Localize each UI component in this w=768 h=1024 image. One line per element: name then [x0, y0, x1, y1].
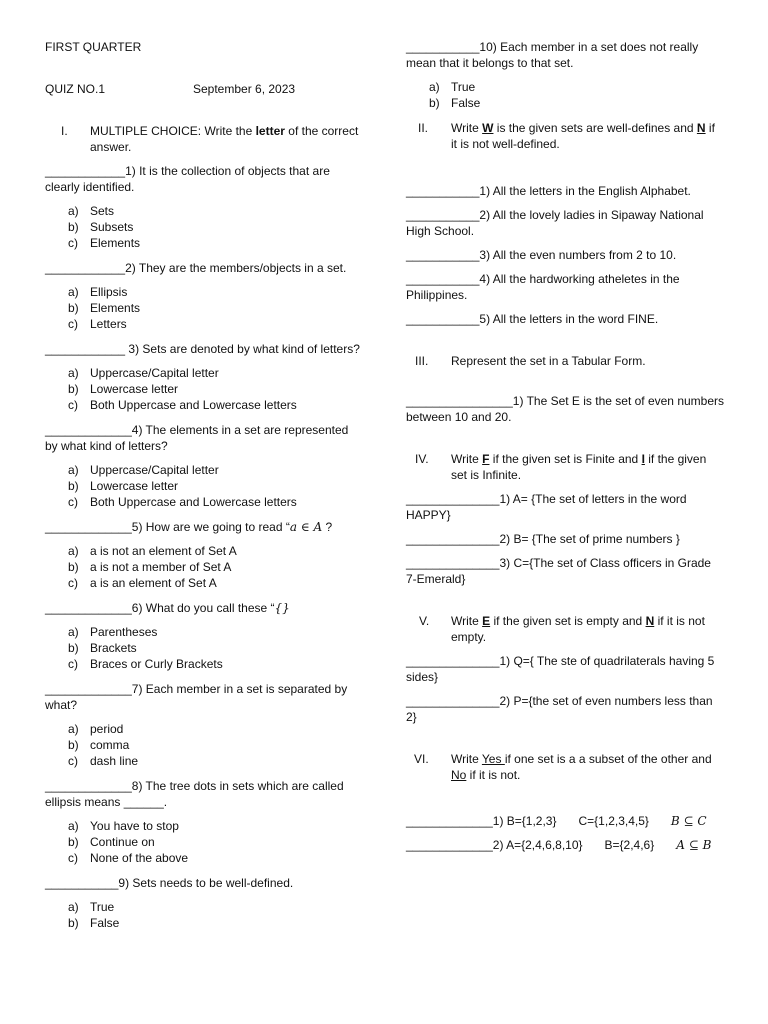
item-2 — [406, 531, 724, 547]
option-item — [45, 656, 363, 672]
option-item — [45, 365, 363, 381]
section-5-heading — [406, 613, 724, 645]
options-list — [45, 899, 363, 931]
item-text: 1) All the letters in the English Alphabet. — [479, 184, 691, 198]
answer-blank[interactable]: _____________ — [45, 520, 132, 534]
item-2 — [406, 207, 724, 239]
quiz-number: QUIZ NO.1 — [45, 82, 106, 96]
section-6-heading — [406, 751, 724, 783]
option-item — [406, 79, 724, 95]
option-text: Both Uppercase and Lowercase letters — [90, 398, 297, 412]
item-text-2: C={1,2,3,4,5} — [578, 814, 649, 828]
option-item — [45, 381, 363, 397]
math-expression: {} — [274, 601, 290, 615]
option-label: a) — [68, 285, 79, 299]
item-text: 3) All the even numbers from 2 to 10. — [479, 248, 677, 262]
option-item — [45, 559, 363, 575]
option-item — [45, 834, 363, 850]
multiple-choice-list — [45, 163, 363, 931]
option-label: a) — [68, 900, 79, 914]
answer-blank[interactable]: _____________ — [406, 838, 493, 852]
subset-expression: A ⊆ B — [676, 838, 712, 852]
option-item — [45, 478, 363, 494]
option-text: False — [90, 916, 120, 930]
option-text: a is not a member of Set A — [90, 560, 232, 574]
option-text: Uppercase/Capital letter — [90, 463, 219, 477]
option-label: b) — [68, 641, 79, 655]
option-text: a is an element of Set A — [90, 576, 217, 590]
options-list — [45, 284, 363, 332]
item-text: 1) B={1,2,3} — [492, 814, 557, 828]
option-item — [45, 850, 363, 866]
answer-blank[interactable]: _____________ — [45, 682, 132, 696]
item-1 — [406, 813, 724, 829]
option-label: c) — [68, 657, 78, 671]
option-item — [45, 737, 363, 753]
question-text: 6) What do you call these “ — [131, 601, 275, 615]
option-text: Letters — [90, 317, 127, 331]
option-text: True — [451, 80, 476, 94]
option-item — [45, 219, 363, 235]
item-text: 2) A={2,4,6,8,10} — [492, 838, 583, 852]
option-item — [45, 624, 363, 640]
section-instructions: Write F if the given set is Finite and I if the given set is Infinite. — [451, 452, 707, 482]
option-text: Uppercase/Capital letter — [90, 366, 219, 380]
option-text: True — [90, 900, 115, 914]
left-column — [45, 39, 363, 940]
section-number: V. — [419, 614, 430, 628]
options-list — [45, 543, 363, 591]
option-text: Subsets — [90, 220, 134, 234]
item-1 — [406, 393, 724, 425]
option-item — [406, 95, 724, 111]
option-text: Elements — [90, 236, 141, 250]
quarter-title: FIRST QUARTER — [45, 40, 142, 54]
answer-blank[interactable]: ___________ — [406, 312, 480, 326]
question-text-after: ? — [322, 520, 333, 534]
option-text: Ellipsis — [90, 285, 128, 299]
options-list — [45, 624, 363, 672]
item-3 — [406, 247, 724, 263]
question-text: 8) The tree dots in sets which are called ellipsis means ______. — [45, 779, 344, 809]
section-6-items — [406, 813, 724, 853]
question-text: 7) Each member in a set is separated by what? — [45, 682, 348, 712]
option-label: b) — [68, 479, 79, 493]
option-item — [45, 915, 363, 931]
item-text: 2) B= {The set of prime numbers } — [499, 532, 680, 546]
option-text: a is not an element of Set A — [90, 544, 237, 558]
options-list — [45, 462, 363, 510]
item-text: 2) P={the set of even numbers less than 2} — [406, 694, 713, 724]
question-text: 4) The elements in a set are represented by what kind of letters? — [45, 423, 349, 453]
answer-blank[interactable]: ______________ — [406, 532, 500, 546]
answer-blank[interactable]: _____________ — [45, 779, 132, 793]
option-label: a) — [68, 722, 79, 736]
section-2-items — [406, 183, 724, 327]
item-5 — [406, 311, 724, 327]
quiz-header-row — [45, 81, 363, 97]
option-text: Lowercase letter — [90, 382, 179, 396]
answer-blank[interactable]: ___________ — [406, 184, 480, 198]
option-item — [45, 203, 363, 219]
section-1-heading — [45, 123, 363, 155]
answer-blank[interactable]: ___________ — [406, 208, 480, 222]
section-3-items — [406, 393, 724, 425]
option-label: b) — [68, 382, 79, 396]
subset-expression: B ⊆ C — [670, 814, 707, 828]
question-text: 1) It is the collection of objects that are clearly identified. — [45, 164, 330, 194]
section-number: IV. — [415, 452, 429, 466]
options-list — [45, 365, 363, 413]
question-text: 9) Sets needs to be well-defined. — [118, 876, 294, 890]
answer-blank[interactable]: ___________ — [406, 40, 480, 54]
option-label: a) — [429, 80, 440, 94]
option-item — [45, 494, 363, 510]
option-label: a) — [68, 625, 79, 639]
option-item — [45, 818, 363, 834]
option-item — [45, 721, 363, 737]
question-9 — [45, 875, 363, 891]
section-4-items — [406, 491, 724, 587]
question-8 — [45, 778, 363, 810]
option-label: b) — [429, 96, 440, 110]
answer-blank[interactable]: ___________ — [406, 272, 480, 286]
option-label: c) — [68, 317, 78, 331]
question-text: 10) Each member in a set does not really mean that it belongs to that set. — [406, 40, 699, 70]
answer-blank[interactable]: ______________ — [406, 694, 500, 708]
question-3 — [45, 341, 363, 357]
item-text: 5) All the letters in the word FINE. — [479, 312, 659, 326]
option-text: Braces or Curly Brackets — [90, 657, 223, 671]
option-label: c) — [68, 851, 78, 865]
options-list — [406, 79, 724, 111]
question-10-text — [406, 39, 724, 71]
section-3-heading — [406, 353, 724, 369]
option-label: a) — [68, 204, 79, 218]
option-text: Brackets — [90, 641, 137, 655]
answer-blank[interactable]: ____________ — [45, 261, 126, 275]
answer-blank[interactable]: _____________ — [45, 423, 132, 437]
item-text: 2) All the lovely ladies in Sipaway National High School. — [406, 208, 704, 238]
question-text: 2) They are the members/objects in a set. — [125, 261, 347, 275]
answer-blank[interactable]: ________________ — [406, 394, 513, 408]
option-label: c) — [68, 398, 78, 412]
section-number: II. — [418, 121, 429, 135]
option-item — [45, 284, 363, 300]
question-text: 3) Sets are denoted by what kind of letters? — [125, 342, 360, 356]
option-item — [45, 753, 363, 769]
option-text: Parentheses — [90, 625, 158, 639]
item-text: 1) Q={ The ste of quadrilaterals having 5 sides} — [406, 654, 715, 684]
options-list — [45, 203, 363, 251]
option-item — [45, 300, 363, 316]
answer-blank[interactable]: ___________ — [45, 876, 119, 890]
options-list — [45, 818, 363, 866]
option-label: a) — [68, 819, 79, 833]
option-text: Both Uppercase and Lowercase letters — [90, 495, 297, 509]
item-2 — [406, 693, 724, 725]
question-4 — [45, 422, 363, 454]
option-text: comma — [90, 738, 130, 752]
item-1 — [406, 653, 724, 685]
section-instructions: Write E if the given set is empty and N if it is not empty. — [451, 614, 705, 644]
item-text: 1) The Set E is the set of even numbers between 10 and 20. — [406, 394, 725, 424]
section-4-heading — [406, 451, 724, 483]
answer-blank[interactable]: ____________ — [45, 164, 126, 178]
option-text: Elements — [90, 301, 141, 315]
section-2-heading — [406, 120, 724, 152]
option-item — [45, 462, 363, 478]
answer-blank[interactable]: ___________ — [406, 248, 480, 262]
option-text: False — [451, 96, 481, 110]
section-5-items — [406, 653, 724, 725]
option-item — [45, 235, 363, 251]
section-instructions: Write W is the given sets are well-defines and N if it is not well-defined. — [451, 121, 715, 151]
option-text: Sets — [90, 204, 115, 218]
question-5 — [45, 519, 363, 535]
option-label: c) — [68, 495, 78, 509]
section-number: I. — [61, 124, 68, 138]
options-list — [45, 721, 363, 769]
question-text: 5) How are we going to read “ — [131, 520, 290, 534]
option-label: b) — [68, 220, 79, 234]
section-number: VI. — [414, 752, 429, 766]
question-1 — [45, 163, 363, 195]
option-item — [45, 899, 363, 915]
option-label: c) — [68, 236, 78, 250]
quiz-date: September 6, 2023 — [193, 82, 296, 96]
item-text: 4) All the hardworking atheletes in the Philippines. — [406, 272, 680, 302]
item-text: 1) A= {The set of letters in the word HAPPY} — [406, 492, 687, 522]
option-text: Continue on — [90, 835, 155, 849]
item-4 — [406, 271, 724, 303]
option-label: c) — [68, 754, 78, 768]
option-text: period — [90, 722, 124, 736]
answer-blank[interactable]: ______________ — [406, 556, 500, 570]
answer-blank[interactable]: _____________ — [406, 814, 493, 828]
item-text-2: B={2,4,6} — [604, 838, 655, 852]
answer-blank[interactable]: _____________ — [45, 601, 132, 615]
item-1 — [406, 491, 724, 523]
option-item — [45, 640, 363, 656]
option-label: b) — [68, 560, 79, 574]
option-label: b) — [68, 916, 79, 930]
item-2 — [406, 837, 724, 853]
option-label: c) — [68, 576, 78, 590]
option-item — [45, 575, 363, 591]
section-instructions: Write Yes if one set is a a subset of the other and No if it is not. — [451, 752, 712, 782]
question-2 — [45, 260, 363, 276]
right-column — [406, 39, 724, 861]
option-label: b) — [68, 301, 79, 315]
option-item — [45, 316, 363, 332]
item-3 — [406, 555, 724, 587]
question-10 — [406, 39, 724, 111]
option-item — [45, 397, 363, 413]
section-instructions: MULTIPLE CHOICE: Write the letter of the correct answer. — [90, 124, 359, 154]
section-instructions: Represent the set in a Tabular Form. — [451, 354, 646, 368]
question-7 — [45, 681, 363, 713]
option-text: You have to stop — [90, 819, 179, 833]
item-text: 3) C={The set of Class officers in Grade 7-Emerald} — [406, 556, 711, 586]
option-text: dash line — [90, 754, 139, 768]
option-item — [45, 543, 363, 559]
math-expression: a ∈ A — [289, 520, 323, 534]
section-number: III. — [415, 354, 429, 368]
answer-blank[interactable]: ______________ — [406, 492, 500, 506]
option-label: b) — [68, 835, 79, 849]
option-text: Lowercase letter — [90, 479, 179, 493]
question-6 — [45, 600, 363, 616]
option-label: a) — [68, 366, 79, 380]
option-label: b) — [68, 738, 79, 752]
option-text: None of the above — [90, 851, 189, 865]
option-label: a) — [68, 544, 79, 558]
option-label: a) — [68, 463, 79, 477]
answer-blank[interactable]: ____________ — [45, 342, 126, 356]
answer-blank[interactable]: ______________ — [406, 654, 500, 668]
item-1 — [406, 183, 724, 199]
